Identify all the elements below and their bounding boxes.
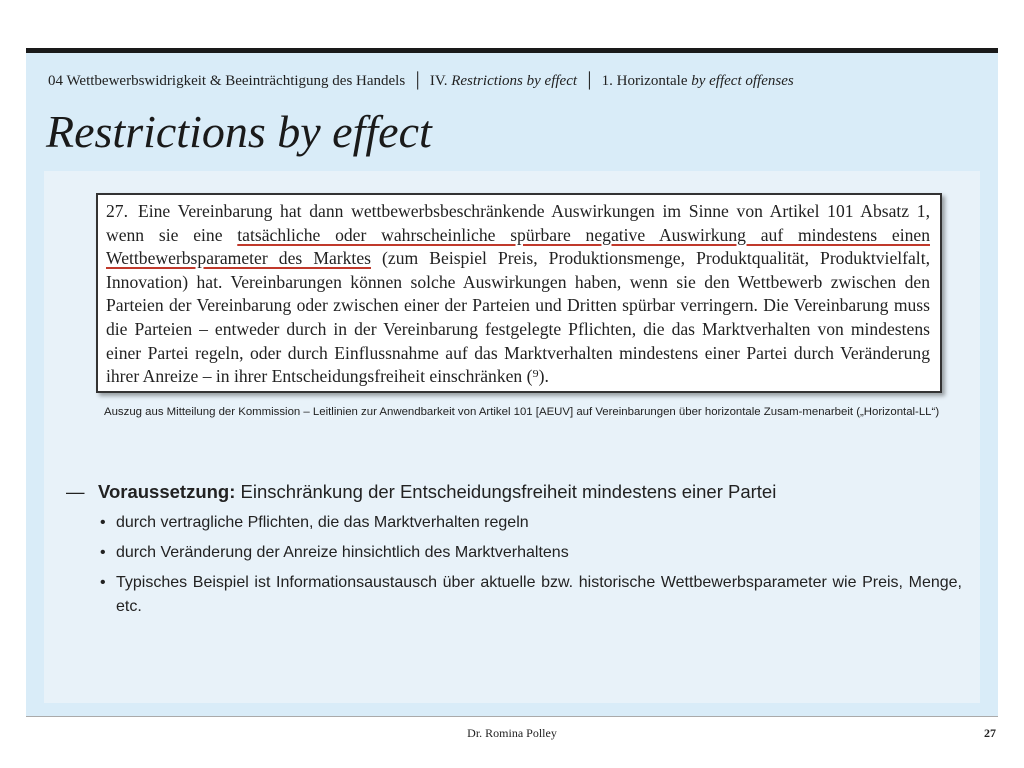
breadcrumb (48, 73, 794, 90)
bullet-icon: • (100, 514, 106, 531)
page-number: 27 (984, 726, 996, 740)
dash-marker: — (66, 481, 85, 502)
guideline-excerpt (96, 193, 942, 393)
paragraph-number: 27. (106, 201, 128, 221)
excerpt-caption: Auszug aus Mitteilung der Kommission – Leitlinien zur Anwendbarkeit von Artikel 101 [AEUV] auf Vereinbarungen über horizontale Zusam-menarbeit („Horizontal-LL“) (104, 406, 940, 418)
page-title: Restrictions by effect (46, 106, 432, 157)
bullet-icon: • (100, 574, 106, 591)
requirements-list (66, 481, 962, 625)
footer-divider (26, 716, 998, 717)
content-panel (44, 171, 980, 703)
excerpt-text-continued: (zum Beispiel Preis, Produktionsmenge, Produktqualität, Produktvielfalt, Innovation) hat. Vereinbarungen können solche Auswirkungen haben, wenn sie den Wettbewerb zwischen den Parteien der Vereinbarung oder zwischen einer der Parteien und Dritten spürbar verringern. Die Vereinbarung muss die Parteien – entweder durch in der Vereinbarung festgelegte Pflichten, die das Marktverhalten von mindestens einer Partei regeln, oder durch Einflussnahme auf das Marktverhalten mindestens einer Partei durch Veränderung ihrer Anreize – in ihrer Entscheidungsfreiheit einschränken (⁹). (106, 248, 930, 387)
main-list-item (66, 481, 962, 503)
breadcrumb-chapter: IV. Restrictions by effect (429, 73, 578, 89)
breadcrumb-section: 04 Wettbewerbswidrigkeit & Beeinträchtigung des Handels (48, 73, 406, 89)
breadcrumb-separator: │ (412, 73, 423, 89)
requirement-label: Voraussetzung: (98, 481, 236, 502)
slide (26, 48, 998, 716)
list-item: • durch vertragliche Pflichten, die das Marktverhalten regeln (100, 511, 962, 535)
list-item: • Typisches Beispiel ist Informationsaustausch über aktuelle bzw. historische Wettbewerbsparameter wie Preis, Menge, etc. (100, 571, 962, 619)
bullet-icon: • (100, 544, 106, 561)
excerpt-text: Eine Vereinbarung hat dann wettbewerbsbeschränkende Auswirkungen im Sinne von Artikel 101 Absatz 1, wenn sie eine (106, 201, 930, 245)
footer-author: Dr. Romina Polley (467, 726, 557, 740)
requirement-text: Einschränkung der Entscheidungsfreiheit mindestens einer Partei (235, 481, 777, 502)
list-item: • durch Veränderung der Anreize hinsichtlich des Marktverhaltens (100, 541, 962, 565)
breadcrumb-subchapter: 1. Horizontale by effect offenses (601, 73, 794, 89)
excerpt-highlight: tatsächliche oder wahrscheinliche spürbare negative Auswirkung auf mindestens einen Wettbewerbsparameter des Marktes (106, 224, 930, 269)
breadcrumb-separator: │ (584, 73, 595, 89)
